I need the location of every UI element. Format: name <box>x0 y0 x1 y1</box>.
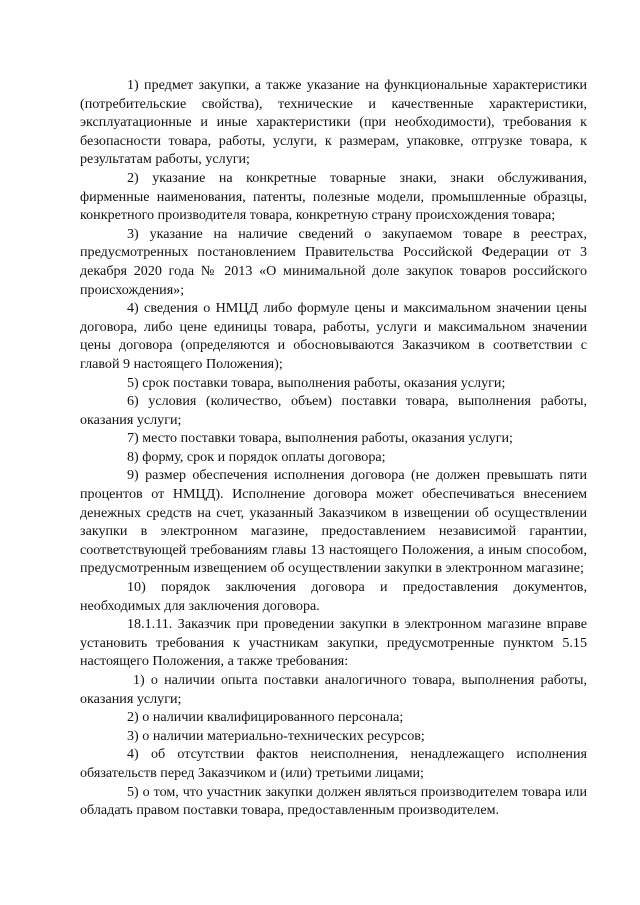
requirement-item-1: 1) о наличии опыта поставки аналогичного товара, выполнения работы, оказания услуги; <box>80 672 587 707</box>
requirement-item-5: 5) о том, что участник закупки должен являться производителем товара или обладать правом поставки товара, предоставленным производителем. <box>80 783 587 819</box>
paragraph-item-2: 2) указание на конкретные товарные знаки, знаки обслуживания, фирменные наименования, патенты, полезные модели, промышленные образцы, конкретного производителя товара, конкретную страну происхождения товара; <box>80 169 587 224</box>
paragraph-item-8: 8) форму, срок и порядок оплаты договора; <box>127 448 386 465</box>
paragraph-item-1: 1) предмет закупки, а также указание на функциональные характеристики (потребительские свойства), технические и качественные характеристики, эксплуатационные и иные характеристики (при необходимости), требования к безопасности товара, работы, услуги, к размерам, упаковке, отгрузке товара, к результатам работы, услуги; <box>80 77 587 168</box>
paragraph-item-5: 5) срок поставки товара, выполнения работы, оказания услуги; <box>127 374 506 391</box>
paragraph-item-9: 9) размер обеспечения исполнения договора (не должен превышать пяти процентов от НМЦД). Исполнение договора может обеспечиваться внесением денежных средств на счет, указанный Заказчиком в извещении об осуществлении закупки в электронном магазине, предоставлением независимой гарантии, соответствующей требованиям главы 13 настоящего Положения, а иным способом, предусмотренным извещением об осуществлении закупки в электронном магазине; <box>80 467 587 577</box>
requirement-item-2: 2) о наличии квалифицированного персонала; <box>127 709 404 726</box>
clause-18-1-11: 18.1.11. Заказчик при проведении закупки в электронном магазине вправе установить требования к участникам закупки, предусмотренные пунктом 5.15 настоящего Положения, а также требования: <box>80 616 587 670</box>
requirement-item-3: 3) о наличии материально-технических ресурсов; <box>127 727 425 744</box>
paragraph-item-6: 6) условия (количество, объем) поставки товара, выполнения работы, оказания услуги; <box>80 393 587 428</box>
requirement-item-4: 4) об отсутствии фактов неисполнения, ненадлежащего исполнения обязательств перед Заказчиком и (или) третьими лицами; <box>80 746 587 781</box>
paragraph-item-4: 4) сведения о НМЦД либо формуле цены и максимальном значении цены договора, либо цене единицы товара, работы, услуги и максимальном значении цены договора (определяются и обосновываются Заказчиком в соответствии с главой 9 настоящего Положения); <box>80 300 587 372</box>
paragraph-item-3: 3) указание на наличие сведений о закупаемом товаре в реестрах, предусмотренных постановлением Правительства Российской Федерации от 3 декабря 2020 года № 2013 «О минимальной доле закупок товаров российского происхождения»; <box>80 225 587 298</box>
paragraph-item-7: 7) место поставки товара, выполнения работы, оказания услуги; <box>127 430 513 447</box>
paragraph-item-10: 10) порядок заключения договора и предоставления документов, необходимых для заключения договора. <box>80 579 587 614</box>
document-body <box>80 76 587 820</box>
